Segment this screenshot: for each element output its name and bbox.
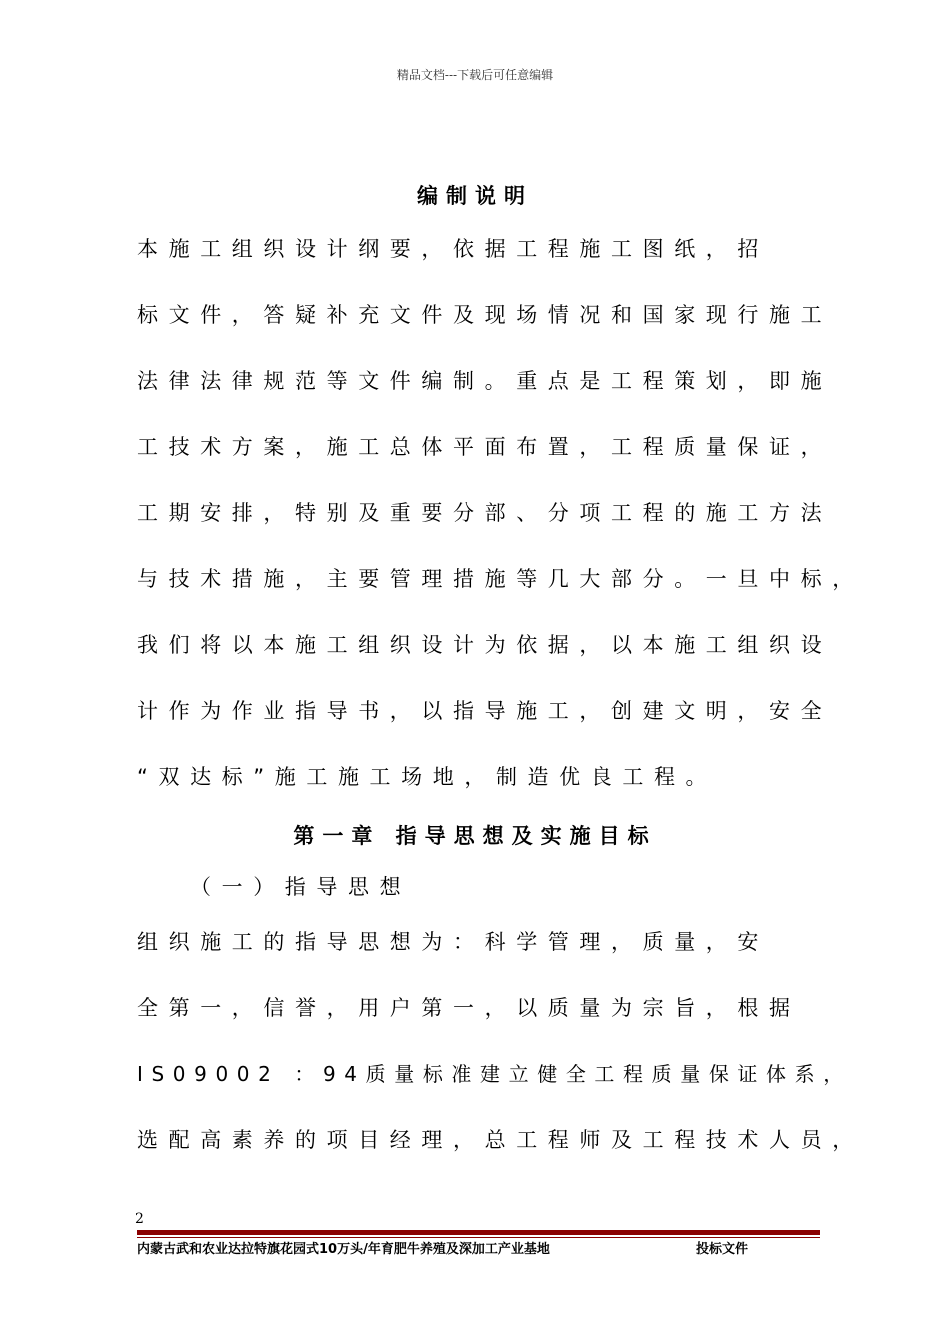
- subheading: （一）指导思想: [190, 875, 412, 899]
- paragraph-line: 标文件，答疑补充文件及现场情况和国家现行施工: [137, 303, 833, 327]
- paragraph-line: 与技术措施，主要管理措施等几大部分。一旦中标，: [137, 567, 864, 591]
- paragraph-line: 选配高素养的项目经理，总工程师及工程技术人员，: [137, 1128, 864, 1152]
- paragraph-line: 本施工组织设计纲要，依据工程施工图纸，招: [137, 237, 769, 261]
- header-note: 精品文档---下载后可任意编辑: [396, 68, 554, 82]
- footer-rule: [137, 1230, 820, 1235]
- footer-doc-type: 投标文件: [696, 1242, 749, 1257]
- paragraph-line: 全第一，信誉，用户第一，以质量为宗旨，根据: [137, 996, 801, 1020]
- paragraph-line: “双达标”施工施工场地，制造优良工程。: [137, 765, 718, 789]
- paragraph-line: 工技术方案，施工总体平面布置，工程质量保证，: [137, 435, 833, 459]
- section-title: 编制说明: [417, 184, 533, 208]
- paragraph-line: 我们将以本施工组织设计为依据，以本施工组织设: [137, 633, 833, 657]
- page-number: 2: [135, 1211, 144, 1227]
- paragraph-line: 工期安排，特别及重要分部、分项工程的施工方法: [137, 501, 833, 525]
- paragraph-line: 法律法律规范等文件编制。重点是工程策划，即施: [137, 369, 833, 393]
- footer-project-name: 内蒙古武和农业达拉特旗花园式10万头/年育肥牛养殖及深加工产业基地: [137, 1242, 550, 1257]
- paragraph-line: IS09002 ：94质量标准建立健全工程质量保证体系，: [137, 1062, 852, 1086]
- paragraph-line: 组织施工的指导思想为：科学管理，质量，安: [137, 930, 769, 954]
- paragraph-line: 计作为作业指导书，以指导施工，创建文明，安全: [137, 699, 833, 723]
- chapter-title: 第一章 指导思想及实施目标: [293, 824, 657, 848]
